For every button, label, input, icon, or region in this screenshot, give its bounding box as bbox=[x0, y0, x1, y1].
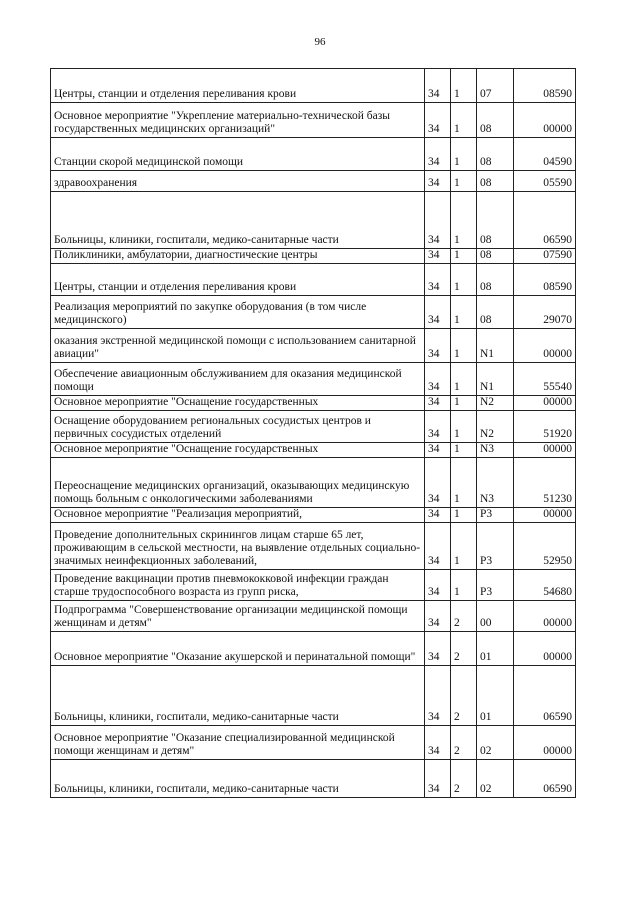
row-code-program-cell: 1 bbox=[451, 329, 477, 363]
row-name-cell: Основное мероприятие "Укрепление материально-технической базы государственных медицинских организаций" bbox=[51, 103, 425, 138]
row-code-program-cell: 1 bbox=[451, 103, 477, 138]
row-name-cell: Обеспечение авиационным обслуживанием для оказания медицинской помощи bbox=[51, 363, 425, 396]
row-name-cell: оказания экстренной медицинской помощи с использованием санитарной авиации" bbox=[51, 329, 425, 363]
row-code-direction-cell: 08590 bbox=[514, 264, 576, 296]
row-code-program-cell: 1 bbox=[451, 458, 477, 508]
row-name-cell: Подпрограмма "Совершенствование организации медицинской помощи женщинам и детям" bbox=[51, 601, 425, 632]
row-name-cell: Основное мероприятие "Оказание акушерской и перинатальной помощи" bbox=[51, 632, 425, 666]
table-row bbox=[51, 666, 576, 726]
table-row bbox=[51, 103, 576, 138]
row-code-program-cell: 1 bbox=[451, 508, 477, 523]
row-code-admin-cell: 34 bbox=[425, 192, 451, 249]
row-code-program-cell: 1 bbox=[451, 411, 477, 443]
row-name-cell: Переоснащение медицинских организаций, оказывающих медицинскую помощь больным с онкологическими заболеваниями bbox=[51, 458, 425, 508]
row-code-direction-cell: 51920 bbox=[514, 411, 576, 443]
table-row bbox=[51, 396, 576, 411]
row-code-admin-cell: 34 bbox=[425, 523, 451, 570]
row-code-admin-cell: 34 bbox=[425, 666, 451, 726]
row-code-program-cell: 1 bbox=[451, 192, 477, 249]
row-code-direction-cell: 00000 bbox=[514, 508, 576, 523]
row-code-direction-cell: 00000 bbox=[514, 329, 576, 363]
row-code-event-cell: N3 bbox=[477, 458, 514, 508]
row-code-direction-cell: 07590 bbox=[514, 249, 576, 264]
row-name-cell: здравоохранения bbox=[51, 171, 425, 192]
row-name-cell: Оснащение оборудованием региональных сосудистых центров и первичных сосудистых отделений bbox=[51, 411, 425, 443]
row-code-event-cell: 08 bbox=[477, 171, 514, 192]
row-code-program-cell: 2 bbox=[451, 601, 477, 632]
row-code-event-cell: 01 bbox=[477, 632, 514, 666]
row-code-program-cell: 2 bbox=[451, 760, 477, 798]
row-code-admin-cell: 34 bbox=[425, 760, 451, 798]
row-code-event-cell: N1 bbox=[477, 329, 514, 363]
row-code-admin-cell: 34 bbox=[425, 329, 451, 363]
table-row bbox=[51, 363, 576, 396]
row-code-program-cell: 1 bbox=[451, 523, 477, 570]
row-code-direction-cell: 00000 bbox=[514, 726, 576, 760]
table-row bbox=[51, 411, 576, 443]
table-row bbox=[51, 632, 576, 666]
row-code-direction-cell: 51230 bbox=[514, 458, 576, 508]
table-row bbox=[51, 601, 576, 632]
row-code-direction-cell: 08590 bbox=[514, 69, 576, 103]
row-code-program-cell: 1 bbox=[451, 570, 477, 601]
row-code-direction-cell: 04590 bbox=[514, 138, 576, 171]
row-code-admin-cell: 34 bbox=[425, 601, 451, 632]
row-code-direction-cell: 06590 bbox=[514, 192, 576, 249]
row-code-event-cell: P3 bbox=[477, 570, 514, 601]
row-code-program-cell: 1 bbox=[451, 264, 477, 296]
row-name-cell: Поликлиники, амбулатории, диагностические центры bbox=[51, 249, 425, 264]
row-name-cell: Центры, станции и отделения переливания крови bbox=[51, 264, 425, 296]
row-code-event-cell: 02 bbox=[477, 726, 514, 760]
row-code-admin-cell: 34 bbox=[425, 411, 451, 443]
row-code-direction-cell: 00000 bbox=[514, 601, 576, 632]
table-row bbox=[51, 296, 576, 329]
table-row bbox=[51, 249, 576, 264]
row-code-event-cell: 08 bbox=[477, 249, 514, 264]
table-row bbox=[51, 508, 576, 523]
row-code-event-cell: 01 bbox=[477, 666, 514, 726]
table-row bbox=[51, 523, 576, 570]
row-code-admin-cell: 34 bbox=[425, 458, 451, 508]
row-code-direction-cell: 55540 bbox=[514, 363, 576, 396]
row-code-direction-cell: 00000 bbox=[514, 443, 576, 458]
row-code-program-cell: 1 bbox=[451, 138, 477, 171]
page-number: 96 bbox=[314, 36, 326, 48]
budget-table bbox=[50, 68, 576, 798]
row-code-event-cell: P3 bbox=[477, 508, 514, 523]
row-code-program-cell: 1 bbox=[451, 296, 477, 329]
row-code-program-cell: 1 bbox=[451, 363, 477, 396]
row-code-program-cell: 1 bbox=[451, 171, 477, 192]
row-name-cell: Станции скорой медицинской помощи bbox=[51, 138, 425, 171]
row-code-event-cell: 00 bbox=[477, 601, 514, 632]
row-code-admin-cell: 34 bbox=[425, 632, 451, 666]
row-name-cell: Основное мероприятие "Реализация мероприятий, bbox=[51, 508, 425, 523]
table-row bbox=[51, 69, 576, 103]
table-row bbox=[51, 192, 576, 249]
row-code-direction-cell: 00000 bbox=[514, 396, 576, 411]
row-code-event-cell: P3 bbox=[477, 523, 514, 570]
row-code-event-cell: 08 bbox=[477, 103, 514, 138]
row-code-event-cell: 08 bbox=[477, 138, 514, 171]
row-code-admin-cell: 34 bbox=[425, 570, 451, 601]
row-code-direction-cell: 52950 bbox=[514, 523, 576, 570]
row-code-admin-cell: 34 bbox=[425, 726, 451, 760]
table-row bbox=[51, 443, 576, 458]
row-code-program-cell: 2 bbox=[451, 726, 477, 760]
row-code-event-cell: N3 bbox=[477, 443, 514, 458]
row-code-admin-cell: 34 bbox=[425, 296, 451, 329]
row-name-cell: Центры, станции и отделения переливания крови bbox=[51, 69, 425, 103]
row-code-program-cell: 2 bbox=[451, 666, 477, 726]
row-code-admin-cell: 34 bbox=[425, 363, 451, 396]
row-code-event-cell: N2 bbox=[477, 396, 514, 411]
row-code-admin-cell: 34 bbox=[425, 171, 451, 192]
table-row bbox=[51, 570, 576, 601]
row-code-admin-cell: 34 bbox=[425, 508, 451, 523]
row-code-admin-cell: 34 bbox=[425, 138, 451, 171]
row-code-direction-cell: 00000 bbox=[514, 632, 576, 666]
row-code-event-cell: N1 bbox=[477, 363, 514, 396]
row-code-event-cell: 07 bbox=[477, 69, 514, 103]
row-name-cell: Проведение дополнительных скринингов лицам старше 65 лет, проживающим в сельской местности, на выявление отдельных социально-значимых неинфекционных заболеваний, bbox=[51, 523, 425, 570]
row-code-admin-cell: 34 bbox=[425, 69, 451, 103]
row-name-cell: Проведение вакцинации против пневмококковой инфекции граждан старше трудоспособного возраста из групп риска, bbox=[51, 570, 425, 601]
row-code-event-cell: 08 bbox=[477, 264, 514, 296]
row-code-program-cell: 1 bbox=[451, 69, 477, 103]
row-code-direction-cell: 06590 bbox=[514, 666, 576, 726]
row-code-direction-cell: 54680 bbox=[514, 570, 576, 601]
row-code-direction-cell: 29070 bbox=[514, 296, 576, 329]
table-row bbox=[51, 458, 576, 508]
row-code-program-cell: 1 bbox=[451, 443, 477, 458]
row-name-cell: Реализация мероприятий по закупке оборудования (в том числе медицинского) bbox=[51, 296, 425, 329]
row-code-event-cell: 08 bbox=[477, 192, 514, 249]
row-name-cell: Основное мероприятие "Оказание специализированной медицинской помощи женщинам и детям" bbox=[51, 726, 425, 760]
table-row bbox=[51, 138, 576, 171]
row-code-admin-cell: 34 bbox=[425, 264, 451, 296]
table-row bbox=[51, 329, 576, 363]
table-row bbox=[51, 264, 576, 296]
row-code-program-cell: 2 bbox=[451, 632, 477, 666]
row-code-event-cell: N2 bbox=[477, 411, 514, 443]
row-code-direction-cell: 00000 bbox=[514, 103, 576, 138]
row-code-admin-cell: 34 bbox=[425, 396, 451, 411]
row-name-cell: Больницы, клиники, госпитали, медико-санитарные части bbox=[51, 666, 425, 726]
row-code-event-cell: 08 bbox=[477, 296, 514, 329]
row-code-program-cell: 1 bbox=[451, 249, 477, 264]
row-code-direction-cell: 05590 bbox=[514, 171, 576, 192]
row-code-admin-cell: 34 bbox=[425, 103, 451, 138]
row-code-event-cell: 02 bbox=[477, 760, 514, 798]
row-name-cell: Больницы, клиники, госпитали, медико-санитарные части bbox=[51, 192, 425, 249]
row-code-program-cell: 1 bbox=[451, 396, 477, 411]
row-code-admin-cell: 34 bbox=[425, 443, 451, 458]
row-name-cell: Больницы, клиники, госпитали, медико-санитарные части bbox=[51, 760, 425, 798]
row-code-direction-cell: 06590 bbox=[514, 760, 576, 798]
row-name-cell: Основное мероприятие "Оснащение государственных bbox=[51, 396, 425, 411]
table-row bbox=[51, 726, 576, 760]
row-code-admin-cell: 34 bbox=[425, 249, 451, 264]
row-name-cell: Основное мероприятие "Оснащение государственных bbox=[51, 443, 425, 458]
table-row bbox=[51, 171, 576, 192]
table-row bbox=[51, 760, 576, 798]
